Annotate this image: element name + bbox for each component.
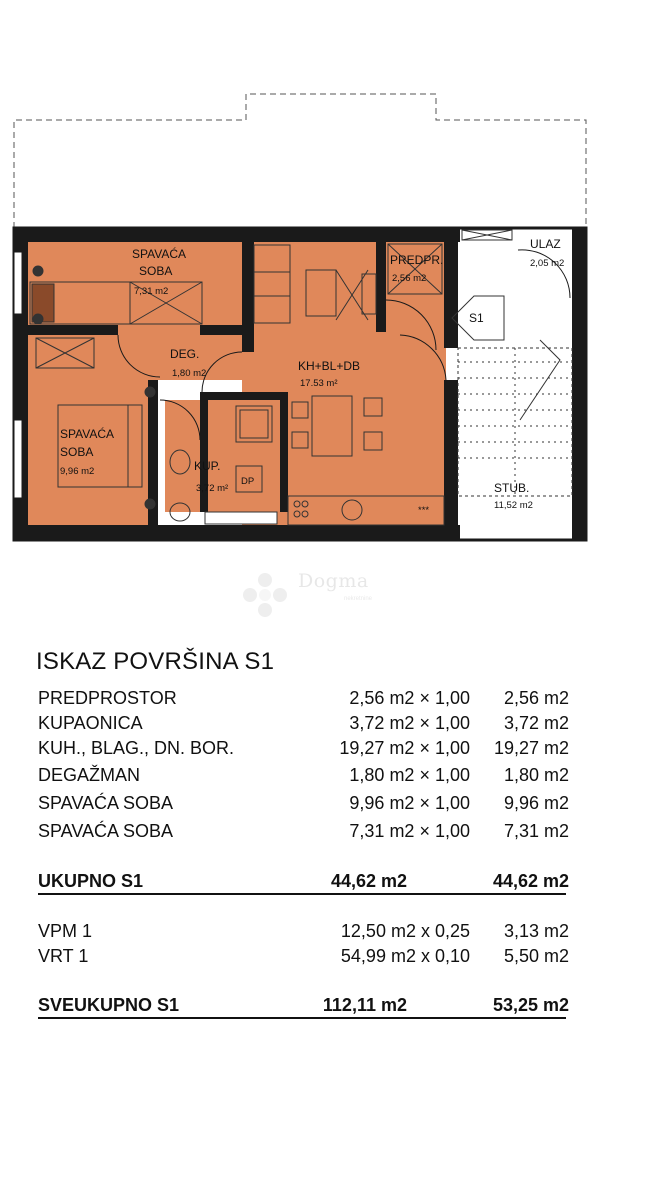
row-result: 1,80 m2 <box>503 765 569 785</box>
room-area-deg: 1,80 m2 <box>172 368 207 379</box>
extra-row <box>0 946 647 972</box>
row-result: 3,13 m2 <box>503 921 569 941</box>
subtotal-calc: 44,62 m2 <box>330 871 407 891</box>
row-name: VRT 1 <box>38 946 89 966</box>
row-name: KUH., BLAG., DN. BOR. <box>38 738 235 758</box>
row-name: SPAVAĆA SOBA <box>38 821 174 841</box>
row-result: 5,50 m2 <box>503 946 569 966</box>
room-label-stub: STUB. <box>494 481 530 495</box>
table-row <box>0 688 647 714</box>
extra-row <box>0 921 647 947</box>
room-kup-fill <box>165 400 283 512</box>
subtotal-rule <box>38 893 566 895</box>
room-area-stub: 11,52 m2 <box>494 500 533 511</box>
subtotal-name: UKUPNO S1 <box>38 871 144 891</box>
watermark <box>236 566 416 630</box>
row-result: 7,31 m2 <box>503 821 569 841</box>
row-name: PREDPROSTOR <box>38 688 177 708</box>
unit-tag-s1: S1 <box>469 311 484 325</box>
row-calc: 12,50 m2 x 0,25 <box>340 921 470 941</box>
grand-total-calc: 112,11 m2 <box>322 995 407 1015</box>
row-name: KUPAONICA <box>38 713 143 733</box>
room-label-ulaz: ULAZ <box>530 237 561 251</box>
room-label-kup: KUP. <box>194 459 221 473</box>
row-calc: 1,80 m2 × 1,00 <box>349 765 470 785</box>
row-name: DEGAŽMAN <box>38 765 141 785</box>
table-row <box>0 738 647 764</box>
room-label-spavaca-1-l2: SOBA <box>139 264 173 278</box>
table-title: ISKAZ POVRŠINA S1 <box>36 648 275 675</box>
table-row <box>0 713 647 739</box>
room-label-spavaca-2-l2: SOBA <box>60 445 94 459</box>
room-area-kup: 3,72 m² <box>196 483 229 494</box>
room-label-kh: KH+BL+DB <box>298 359 361 373</box>
row-result: 2,56 m2 <box>503 688 569 708</box>
row-calc: 19,27 m2 × 1,00 <box>339 738 470 758</box>
room-area-spavaca-2: 9,96 m2 <box>60 466 95 477</box>
dp-label: DP <box>241 476 255 487</box>
row-calc: 2,56 m2 × 1,00 <box>349 688 470 708</box>
room-label-spavaca-2-l1: SPAVAĆA <box>60 427 115 441</box>
row-result: 19,27 m2 <box>493 738 569 758</box>
row-calc: 9,96 m2 × 1,00 <box>349 793 470 813</box>
watermark-brand: Dogma <box>298 570 369 592</box>
row-name: SPAVAĆA SOBA <box>38 793 174 813</box>
room-label-spavaca-1-l1: SPAVAĆA <box>132 247 187 261</box>
row-calc: 54,99 m2 x 0,10 <box>340 946 470 966</box>
table-row <box>0 821 647 847</box>
watermark-logo-icon <box>236 566 294 624</box>
stove-marks: *** <box>418 505 430 516</box>
row-result: 9,96 m2 <box>503 793 569 813</box>
room-label-predpr: PREDPR. <box>390 253 444 267</box>
subtotal-result: 44,62 m2 <box>492 871 569 891</box>
room-label-deg: DEG. <box>170 347 200 361</box>
room-area-ulaz: 2,05 m2 <box>530 258 565 269</box>
grand-total-result: 53,25 m2 <box>492 995 569 1015</box>
room-area-spavaca-1: 7,31 m2 <box>134 286 169 297</box>
terrace-outline <box>14 94 586 228</box>
row-result: 3,72 m2 <box>503 713 569 733</box>
room-area-kh: 17.53 m² <box>300 378 338 389</box>
table-row <box>0 765 647 791</box>
row-calc: 3,72 m2 × 1,00 <box>349 713 470 733</box>
grand-total-rule <box>38 1017 566 1019</box>
room-area-predpr: 2,56 m2 <box>392 273 427 284</box>
table-row <box>0 793 647 819</box>
watermark-subtitle: nekretnine <box>344 596 373 602</box>
row-name: VPM 1 <box>38 921 93 941</box>
grand-total-name: SVEUKUPNO S1 <box>38 995 180 1015</box>
row-calc: 7,31 m2 × 1,00 <box>349 821 470 841</box>
